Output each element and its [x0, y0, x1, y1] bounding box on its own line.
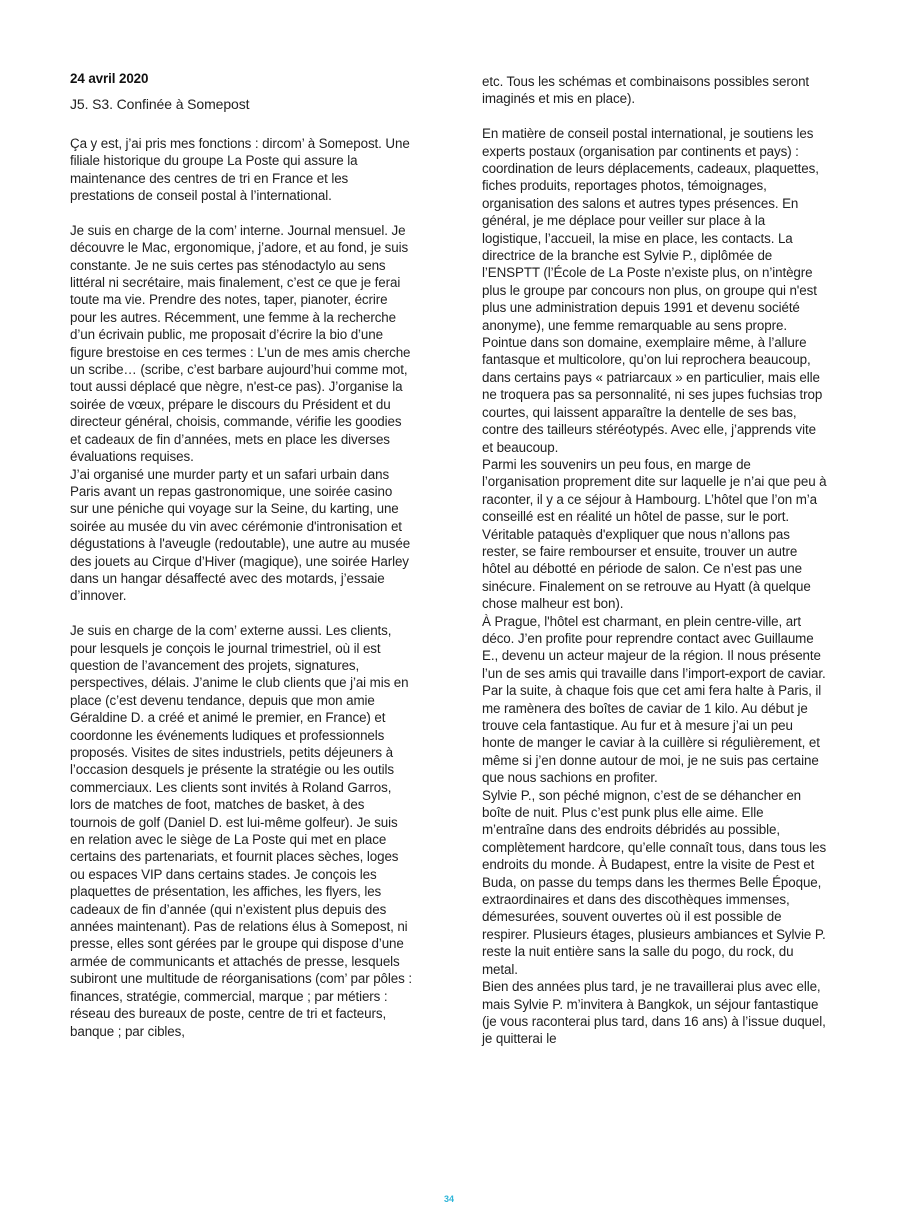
paragraph: Je suis en charge de la com’ externe aussi. Les clients, pour lesquels je conçois le journal trimestriel, où il est question de l’avancement des projets, signatures, perspectives, délais. J’anime le club clients que j’ai mis en place (c’est devenu tendance, depuis que mon amie Géraldine D. a créé et animé le premier, en France) et coordonne les événements ludiques et professionnels proposés. Visites de sites industriels, petits déjeuners à l’occasion desquels je présente la stratégie ou les outils commerciaux. Les clients sont invités à Roland Garros, lors de matches de foot, matches de basket, à des tournois de golf (Daniel D. est lui-même golfeur). Je suis en relation avec le siège de La Poste qui met en place certains des partenariats, et fournit places sèches, loges ou espaces VIP dans certains stades. Je conçois les plaquettes de présentation, les affiches, les flyers, les cadeaux de fin d’année (qui n’existent plus depuis des années maintenant). Pas de relations élus à Somepost, ni presse, elles sont gérées par le groupe qui dispose d’une armée de communicants et attachés de presse, lesquels subiront une multitude de réorganisations (com’ par pôles : finances, stratégie, commercial, marque ; par métiers : réseau des bureaux de poste, centre de tri et facteurs, banque ; par cibles, [70, 623, 412, 1039]
paragraph: Parmi les souvenirs un peu fous, en marge de l’organisation proprement dite sur laquelle je n’ai que peu à raconter, il y a ce séjour à Hambourg. L’hôtel que l’on m’a conseillé est en réalité un hôtel de passe, sur le port. Véritable pataquès d'expliquer que nous n’allons pas rester, se faire rembourser et ensuite, trouver un autre hôtel au débotté en période de salon. Ce n’est pas une sinécure. Finalement on se retrouve au Hyatt (à quelque chose malheur est bon). [482, 456, 827, 612]
paragraph: etc. Tous les schémas et combinaisons possibles seront imaginés et mis en place). [482, 74, 810, 107]
page-number: 34 [443, 1194, 454, 1204]
paragraph: En matière de conseil postal international, je soutiens les experts postaux (organisation par continents et pays) : coordination de leurs déplacements, cadeaux, plaquettes, fiches produits, reportages photos, témoignages, organisation des salons et autres types présences. En général, je me déplace pour veiller sur place à la logistique, l’accueil, la mise en place, les contacts. La directrice de la branche est Sylvie P., diplômée de l’ENSPTT (l’École de La Poste n’existe plus, on n’intègre plus le groupe par concours non plus, on groupe qui n'est plus une administration depuis 1991 et devenu société anonyme), une femme remarquable au sens propre. Pointue dans son domaine, exemplaire même, à l’allure fantasque et multicolore, qu’on lui reprochera beaucoup, dans certains pays « patriarcaux » en particulier, mais elle ne troquera pas sa personnalité, ni ses jupes fuchsias trop courtes, qui laissent apparaître la dentelle de ses bas, contre des tailleurs stéréotypés. Avec elle, j’apprends vite et beaucoup. [482, 126, 823, 455]
paragraph: J’ai organisé une murder party et un safari urbain dans Paris avant un repas gastronomique, une soirée casino sur une péniche qui voyage sur la Seine, du karting, une soirée au musée du vin avec cérémonie d'intronisation et dégustations à l'aveugle (redoutable), une autre au musée des jouets au Cirque d’Hiver (magique), une soirée Harley dans un hangar désaffecté avec des motards, j’essaie d’innover. [70, 466, 411, 604]
paragraph: Ça y est, j’ai pris mes fonctions : dircom’ à Somepost. Une filiale historique du groupe La Poste qui assure la maintenance des centres de tri en France et les prestations de conseil postal à l’international. [70, 135, 410, 204]
right-column [482, 73, 827, 1048]
paragraph: À Prague, l'hôtel est charmant, en plein centre-ville, art déco. J’en profite pour reprendre contact avec Guillaume E., devenu un acteur majeur de la région. Il nous présente l’un de ses amis qui travaille dans l’import-export de caviar. Par la suite, à chaque fois que cet ami fera halte à Paris, il me ramènera des boîtes de caviar de 1 kilo. Au début je trouve cela fantastique. Au fur et à mesure j’ai un peu honte de manger le caviar à la cuillère si régulièrement, et même si j’en donne autour de moi, je ne suis pas certaine que nous sachions en profiter. [482, 613, 826, 786]
entry-subtitle: J5. S3. Confinée à Somepost [70, 96, 250, 113]
entry-date: 24 avril 2020 [70, 71, 149, 86]
paragraph: Je suis en charge de la com’ interne. Journal mensuel. Je découvre le Mac, ergonomique, j’adore, et au fond, je suis constante. Je ne suis certes pas sténodactylo au sens littéral ni secrétaire, mais finalement, c’est ce que je ferai toute ma vie. Prendre des notes, taper, pianoter, écrire pour les autres. Récemment, une femme à la recherche d’un écrivain public, me proposait d’écrire la bio d’une figure brestoise en ces termes : L’un de mes amis cherche un scribe… (scribe, c’est barbare aujourd’hui comme mot, tout aussi déplacé que nègre, n'est-ce pas). J’organise la soirée de vœux, prépare le discours du Président et du directeur général, choisis, commande, vérifie les goodies et cadeaux de fin d’années, mets en place les diverses évaluations requises. [70, 222, 411, 465]
paragraph: Sylvie P., son péché mignon, c’est de se déhancher en boîte de nuit. Plus c’est punk plus elle aime. Elle m’entraîne dans des endroits débridés au possible, complètement hardcore, qu’elle connaît tous, dans tous les endroits du monde. À Budapest, entre la visite de Pest et Buda, on passe du temps dans les thermes Belle Époque, extraordinaires et dans des discothèques immenses, démesurées, souvent ouvertes où il est possible de respirer. Plusieurs étages, plusieurs ambiances et Sylvie P. reste la nuit entière sans la salle du pogo, du rock, du metal. [482, 787, 827, 977]
left-column [70, 70, 414, 1040]
paragraph: Bien des années plus tard, je ne travaillerai plus avec elle, mais Sylvie P. m’invitera à Bangkok, un séjour fantastique (je vous raconterai plus tard, dans 16 ans) à l’issue duquel, je quitterai le [482, 979, 826, 1047]
